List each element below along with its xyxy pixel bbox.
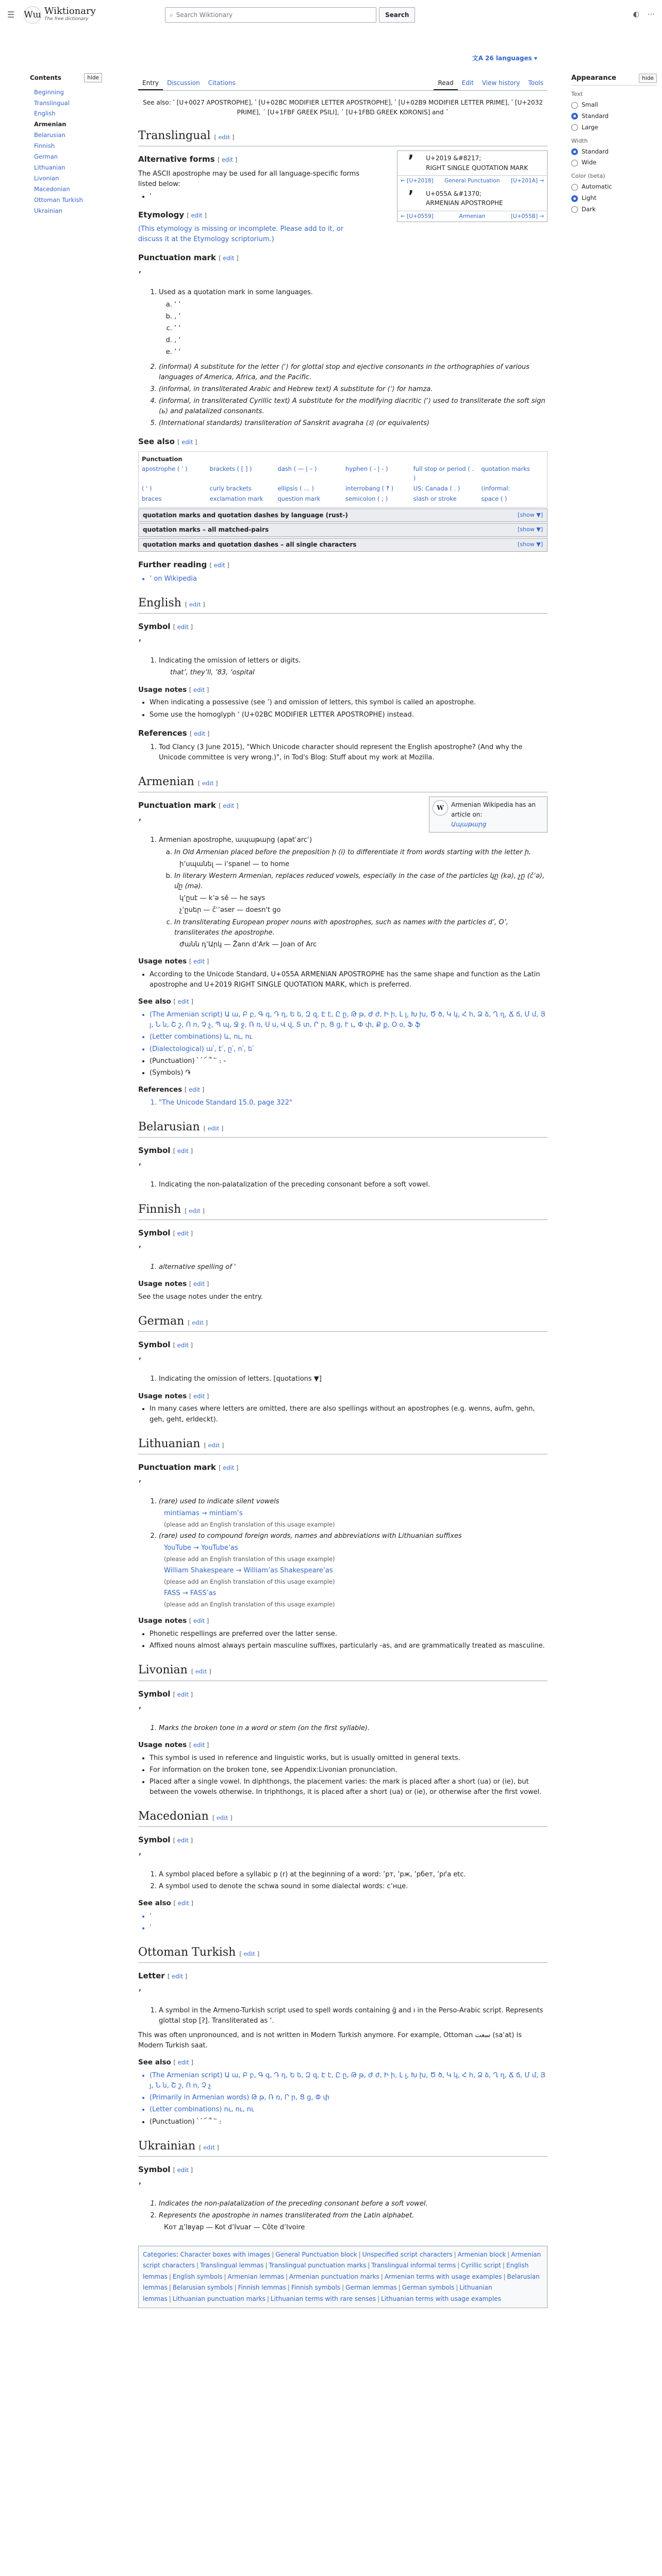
- section-heading: Usage notes [ edit ]: [138, 1280, 209, 1289]
- section-heading: See also [ edit ]: [138, 2058, 193, 2067]
- section-heading: Usage notes [ edit ]: [138, 685, 209, 694]
- category-link[interactable]: Lithuanian terms with usage examples: [381, 2295, 501, 2302]
- category-separator: |: [358, 2250, 361, 2258]
- site-logo[interactable]: [24, 6, 127, 24]
- category-link[interactable]: Lithuanian terms with rare senses: [270, 2295, 376, 2302]
- toc-item[interactable]: Finnish: [34, 142, 55, 150]
- section-heading: Punctuation mark [ edit ]: [138, 801, 239, 810]
- edit-link[interactable]: edit: [177, 623, 189, 631]
- translate-icon: 文A: [472, 55, 486, 62]
- section-heading: Usage notes [ edit ]: [138, 957, 209, 966]
- edit-link[interactable]: edit: [177, 1837, 189, 1844]
- color-label: Color (beta): [571, 173, 605, 180]
- category-separator: |: [456, 2284, 458, 2292]
- edit-link[interactable]: edit: [223, 802, 235, 810]
- section-macedonian: Macedonian [ edit ]: [138, 1808, 548, 1827]
- section-german: German [ edit ]: [138, 1313, 548, 1332]
- category-link[interactable]: Lithuanian punctuation marks: [172, 2295, 266, 2302]
- toc-title: Contents: [30, 74, 61, 81]
- edit-link[interactable]: edit: [202, 779, 214, 787]
- section-heading: Symbol [ edit ]: [138, 622, 193, 631]
- text-size-label: Text: [571, 91, 583, 98]
- navbox-quotation-marks-single[interactable]: quotation marks and quotation dashes – all single characters [show ▼]: [138, 538, 548, 552]
- category-link[interactable]: Belarusian symbols: [172, 2284, 233, 2292]
- category-link[interactable]: Character boxes with images: [180, 2250, 271, 2258]
- sense-list: 1. Used as a quotation mark in some languages. a. ‘ ’ b. ‚ ’ c. ’ ’ d. ‚ ‘ e. ’ ‘ 2. (informal) A substitute for the letter ⟨ʼ⟩ for glottal stop and ejective consonants in the orthographies of various languages of America, Africa, and the Pacific. 3. (informal, in transliterated Arabic and Hebrew text) A substitute for ⟨ʾ⟩ for hamza. 4. (informal, in transliterated Cyrillic text) A substitute for the modifying diacritic ⟨ʼ⟩ used to transliterate the soft sign ⟨ь⟩ and palatalized consonants. 5. (International standards) transliteration of Sanskrit avagraha ⟨ऽ⟩ (or equivalents): [159, 287, 548, 429]
- heading-punctuation-mark: Punctuation mark [ edit ]: [138, 253, 239, 263]
- width-wide[interactable]: Wide: [571, 158, 657, 167]
- headword: ՚: [138, 816, 142, 829]
- logo-icon: Wɯ: [24, 6, 41, 24]
- headword: ’: [138, 2180, 142, 2193]
- section-armenian: Armenian [ edit ]: [138, 773, 548, 792]
- edit-link[interactable]: edit: [195, 1668, 207, 1675]
- tab-edit[interactable]: Edit: [461, 79, 474, 87]
- edit-link[interactable]: edit: [177, 1690, 189, 1698]
- headword: ’: [138, 1161, 142, 1174]
- category-link[interactable]: Unspecified script characters: [362, 2250, 453, 2258]
- headword: ’: [138, 1851, 142, 1863]
- category-separator: |: [224, 2273, 226, 2280]
- edit-link[interactable]: edit: [177, 1342, 189, 1349]
- category-separator: |: [287, 2284, 290, 2292]
- category-separator: |: [265, 2262, 268, 2269]
- section-heading: Symbol [ edit ]: [138, 1146, 193, 1156]
- category-link[interactable]: Finnish lemmas: [238, 2284, 286, 2292]
- wikipedia-article-link[interactable]: Ապաթարց: [451, 820, 487, 828]
- infobox-block-2[interactable]: Armenian: [459, 213, 486, 219]
- category-separator: |: [380, 2273, 383, 2280]
- color-automatic[interactable]: Automatic: [571, 182, 657, 192]
- heading-see-also: See also [ edit ]: [138, 437, 197, 447]
- category-link[interactable]: Translingual punctuation marks: [269, 2262, 367, 2269]
- user-menu-icon[interactable]: ⋯: [648, 10, 655, 19]
- section-heading: Symbol [ edit ]: [138, 2164, 193, 2174]
- heading-etymology: Etymology [ edit ]: [138, 210, 207, 219]
- appearance-title: Appearance: [571, 74, 617, 82]
- category-separator: |: [342, 2284, 344, 2292]
- category-separator: |: [272, 2250, 274, 2258]
- category-link[interactable]: German symbols: [402, 2284, 455, 2292]
- edit-link[interactable]: edit: [192, 1319, 204, 1327]
- section-heading: Symbol [ edit ]: [138, 1340, 193, 1350]
- section-finnish: Finnish [ edit ]: [138, 1201, 548, 1220]
- toc-item[interactable]: English: [34, 110, 56, 117]
- edit-link[interactable]: edit: [193, 1392, 205, 1400]
- infobox-prev-2[interactable]: ← [U+0559]: [401, 213, 434, 219]
- heading-alternative-forms: Alternative forms [ edit ]: [138, 155, 238, 164]
- category-separator: |: [457, 2262, 460, 2269]
- infobox-next-2[interactable]: [U+055B] →: [510, 213, 544, 219]
- section-heading: Symbol [ edit ]: [138, 1228, 193, 1238]
- text-size-small[interactable]: Small: [571, 100, 657, 110]
- section-ukrainian: Ukrainian [ edit ]: [138, 2138, 548, 2157]
- category-link[interactable]: Translingual informal terms: [371, 2262, 456, 2269]
- edit-link[interactable]: edit: [172, 1973, 184, 1980]
- punctuation-table: Punctuation apostrophe ( ’ ) brackets ( [ ] ) dash ( — | – ) hyphen ( - | ‐ ) full stop or period ( . ) quotation marks ( ' ) curly brackets ellipsis ( … ) interrobang ( ‽ ) US: Canada ( . ) (informal: braces exclamation mark question mark semicolon ( ; ) slash or stroke space ( ): [138, 451, 548, 507]
- headword: ’: [138, 1987, 142, 1999]
- edit-link[interactable]: edit: [177, 1147, 189, 1155]
- infobox-next[interactable]: [U+201A] →: [510, 178, 544, 184]
- category-separator: |: [267, 2295, 269, 2302]
- category-link[interactable]: Armenian script characters: [143, 2250, 541, 2269]
- wikipedia-icon: W: [433, 800, 448, 816]
- edit-link[interactable]: edit: [207, 1125, 220, 1132]
- section-english: English [ edit ]: [138, 595, 548, 614]
- headword: ’: [138, 1355, 142, 1368]
- section-heading: Usage notes [ edit ]: [138, 1392, 209, 1400]
- text-size-large[interactable]: Large: [571, 123, 657, 132]
- category-link[interactable]: Belarusian lemmas: [143, 2273, 540, 2292]
- width-standard[interactable]: Standard: [571, 147, 657, 157]
- headword: ’: [138, 1243, 142, 1256]
- categories-label[interactable]: Categories: [143, 2250, 176, 2258]
- wikipedia-box: W Armenian Wikipedia has an article on: Ապաթարց: [429, 796, 548, 833]
- section-heading: References [ edit ]: [138, 728, 210, 738]
- section-heading: Usage notes [ edit ]: [138, 1740, 209, 1749]
- section-heading: Punctuation mark [ edit ]: [138, 1462, 239, 1472]
- tab-entry[interactable]: Entry: [138, 76, 163, 90]
- search-icon: ⌕: [170, 11, 173, 19]
- edit-link[interactable]: edit: [216, 1814, 228, 1822]
- category-link[interactable]: English lemmas: [143, 2262, 529, 2280]
- toc-item[interactable]: Macedonian: [34, 185, 70, 193]
- headword: ’: [138, 637, 142, 650]
- section-ottoman-turkish: Ottoman Turkish [ edit ]: [138, 1944, 548, 1963]
- section-heading: References [ edit ]: [138, 1085, 205, 1094]
- top-see-also: See also: ʹ [U+0027 APOSTROPHE], ʹ [U+02BC MODIFIER LETTER APOSTROPHE], ʹ [U+02B9 MODIFIER LETTER PRIME], ʹ [U+2032 PRIME], ˊ [U+1FBF GREEK PSILI], ᾿ [U+1FBD GREEK KORONIS] and ᾿: [143, 99, 543, 116]
- toc-item[interactable]: Ottoman Turkish: [34, 196, 83, 204]
- edit-link[interactable]: edit: [218, 133, 230, 141]
- toc-item[interactable]: Beginning: [34, 88, 64, 96]
- toc-item[interactable]: Livonian: [34, 175, 59, 182]
- edit-link[interactable]: edit: [213, 561, 225, 569]
- edit-link[interactable]: edit: [181, 438, 193, 446]
- section-heading: See also [ edit ]: [138, 1899, 193, 1907]
- category-link[interactable]: Lithuanian lemmas: [143, 2284, 492, 2302]
- site-name: Wiktionary: [44, 5, 96, 16]
- table-of-contents: [30, 73, 102, 216]
- appearance-panel: [571, 73, 657, 216]
- tab-citations[interactable]: Citations: [208, 79, 236, 87]
- toc-item[interactable]: Ukrainian: [34, 207, 62, 214]
- color-light[interactable]: Light: [571, 194, 657, 203]
- category-separator: |: [234, 2284, 237, 2292]
- headword: ’: [138, 1478, 142, 1491]
- section-heading: See also [ edit ]: [138, 997, 193, 1006]
- category-separator: |: [196, 2262, 199, 2269]
- category-link[interactable]: English symbols: [172, 2273, 223, 2280]
- category-separator: |: [503, 2273, 506, 2280]
- edit-link[interactable]: edit: [193, 958, 205, 965]
- categories-box: Categories: Character boxes with images | General Punctuation block | Unspecified script characters | Armenian block | Armenian script characters | Translingual lemmas | Translingual punctuation marks | Translingual informal terms | Cyrillic script | English lemmas | English symbols | Armenian lemmas | Armenian punctuation marks | Armenian terms with usage examples | Belarusian lemmas | Belarusian symbols | Finnish lemmas | Finnish symbols | German lemmas | German symbols | Lithuanian lemmas | Lithuanian punctuation marks | Lithuanian terms with rare senses | Lithuanian terms with usage examples: [138, 2246, 548, 2309]
- section-livonian: Livonian [ edit ]: [138, 1662, 548, 1681]
- hamburger-menu-icon[interactable]: ☰: [7, 9, 15, 20]
- toc-item-active[interactable]: Armenian: [34, 121, 67, 128]
- edit-link[interactable]: edit: [243, 1950, 255, 1958]
- edit-link[interactable]: edit: [193, 686, 205, 693]
- category-separator: |: [169, 2284, 171, 2292]
- alt-form-item[interactable]: • ': [150, 192, 548, 202]
- tab-tools[interactable]: Tools: [528, 79, 543, 87]
- edit-link[interactable]: edit: [177, 1900, 189, 1907]
- alt-forms-text: The ASCII apostrophe may be used for all language-specific forms listed below:: [138, 170, 360, 188]
- infobox-glyph-2: ՚: [408, 187, 414, 206]
- toc-item[interactable]: German: [34, 153, 58, 161]
- category-separator: |: [454, 2250, 456, 2258]
- tab-read[interactable]: Read: [434, 76, 457, 90]
- heading-further-reading: Further reading [ edit ]: [138, 560, 229, 569]
- site-tagline: The free dictionary: [44, 16, 89, 22]
- section-belarusian: Belarusian [ edit ]: [138, 1118, 548, 1138]
- search-button[interactable]: Search: [379, 7, 415, 23]
- edit-link[interactable]: edit: [223, 1464, 235, 1471]
- edit-link[interactable]: edit: [193, 1280, 205, 1288]
- category-separator: |: [368, 2262, 370, 2269]
- edit-link[interactable]: edit: [177, 2059, 189, 2066]
- category-link[interactable]: German lemmas: [345, 2284, 397, 2292]
- site-header: [0, 0, 662, 30]
- reference: 1. Tod Clancy (3 June 2015), "Which Unicode character should represent the English apostrophe? (And why the Unicode committee is very wrong.)", in Tod's Blog: Stuff about my work at Mozilla.: [159, 742, 548, 763]
- edit-link[interactable]: edit: [177, 1229, 189, 1237]
- toc-item[interactable]: Lithuanian: [34, 164, 65, 172]
- edit-link[interactable]: edit: [221, 156, 234, 164]
- section-heading: Usage notes [ edit ]: [138, 1617, 209, 1625]
- category-separator: |: [398, 2284, 401, 2292]
- category-separator: |: [507, 2250, 510, 2258]
- category-link[interactable]: Finnish symbols: [291, 2284, 341, 2292]
- category-separator: |: [502, 2262, 505, 2269]
- etymology-text[interactable]: (This etymology is missing or incomplete. Please add to it, or discuss it at the Etymology scriptorium.): [138, 225, 344, 244]
- width-label: Width: [571, 137, 588, 144]
- search-placeholder: Search Wiktionary: [176, 11, 233, 19]
- navbox-quotation-marks-pairs[interactable]: quotation marks – all matched-pairs [show ▼]: [138, 523, 548, 537]
- tab-discussion[interactable]: Discussion: [167, 79, 200, 87]
- toc-item[interactable]: Translingual: [34, 99, 70, 107]
- section-heading: Letter [ edit ]: [138, 1971, 188, 1981]
- page-tabs: [138, 76, 548, 91]
- toc-hide-button[interactable]: hide: [84, 73, 102, 82]
- edit-link[interactable]: edit: [223, 255, 235, 262]
- section-translingual: Translingual [ edit ]: [138, 127, 548, 146]
- category-link[interactable]: Cyrillic script: [461, 2262, 501, 2269]
- infobox-prev[interactable]: ← [U+2018]: [401, 178, 434, 184]
- section-heading: Symbol [ edit ]: [138, 1689, 193, 1699]
- tab-history[interactable]: View history: [482, 79, 520, 87]
- wikipedia-link[interactable]: • ’ on Wikipedia: [150, 574, 548, 584]
- edit-link[interactable]: edit: [193, 1617, 205, 1625]
- category-link[interactable]: Armenian block: [457, 2250, 506, 2258]
- main-content: See also: ʹ [U+0027 APOSTROPHE], ʹ [U+02BC MODIFIER LETTER APOSTROPHE], ʹ [U+02B9 MODIFIER LETTER PRIME], ʹ [U+2032 PRIME], ˊ [U+1FBF GREEK PSILI], ᾿ [U+1FBD GREEK KORONIS] and ᾿ Translingual [ edit ] ’ U+2019 &#8217; RIGHT SINGLE QUOTATION MARK ← [U+2018] General Punctuation [U+201A] → ՚ U+055A &#1370; ARMENIAN APOSTROPHE ← [U+0559] Armenian [U+055B] → Alternative forms [ edit ] The ASCII apostrophe may be used for all language-specific forms listed below: • ' Etymology [ edit ] (This etymology is missing or incomplete. Please add to it, or discuss it at the Etymology scriptorium.) Punctuation mark [ edit ] ’ 1. Used as a quotation mark in some languages. a. ‘ ’ b. ‚ ’ c. ’ ’ d. ‚ ‘ e. ’ ‘ 2. (informal) A substitute for the letter ⟨ʼ⟩ for glottal stop and ejective consonants in the orthographies of various languages of America, Africa, and the Pacific. 3. (informal, in transliterated Arabic and Hebrew text) A substitute for ⟨ʾ⟩ for hamza. 4. (informal, in transliterated Cyrillic text) A substitute for the modifying diacritic ⟨ʼ⟩ used to transliterate the soft sign ⟨ь⟩ and palatalized consonants. 5. (International standards) transliteration of Sanskrit avagraha ⟨ऽ⟩ (or equivalents) See also [ edit ] Punctuation apostrophe ( ’ ) brackets ( [ ] ) dash ( — | – ) hyphen ( - | ‐ ) full stop or period ( . ) quotation marks ( ' ) curly brackets ellipsis ( … ) interrobang ( ‽ ) US: Canada ( . ) (informal: braces exclamation mark question mark semicolon ( ; ) slash or stroke space ( ) quotation marks and quotation dashes by language (rust-) [show ▼] quotation marks – all matched-pairs [show ▼] quotation marks and quotation dashes – all single characters [show ▼] Further reading [ edit ] • ’ on Wikipedia English [ edit ] Symbol [ edit ] ’ 1. Indicating the omission of letters or digits. that’, they’ll, ’83, ’ospital Usage notes [ edit ] • When indicating a possessive (see ’) and omission of letters, this symbol is called an apostrophe. • Some use the homoglyph ʼ (U+02BC MODIFIER LETTER APOSTROPHE) instead. References [ edit ] 1. Tod Clancy (3 June 2015), "Which Unicode character should represent the English apostrophe? (And why the Unicode committee is very wrong.)", in Tod's Blog: Stuff about my work at Mozilla. Armenian [ edit ] W Armenian Wikipedia has an article on: Ապաթարց Punctuation mark [ edit ] ՚ 1. Armenian apostrophe, ապաթարց (apatʿarcʿ) a. In Old Armenian placed before the preposition ի (i) to differentiate it from words starting with the letter ի. ի՚սպանել — i՚spanel — to home b. In literary Western Armenian, replaces reduced vowels, especially in the case of the particles կը (kə), չը (čʿə), մը (mə). կ՚ըսէ — k՚ə sē — he says չ՚ըսեր — čʿ՚əser — doesn't go c. In transliterating European proper nouns with apostrophes, such as names with the particles d’, O’, transliterates the apostrophe. Ժանն դ՚Արկ — Žann d՚Ark — Joan of Arc Usage notes [ edit ] • According to the Unicode Standard, U+055A ARMENIAN APOSTROPHE has the same shape and function as the Latin apostrophe and U+2019 RIGHT SINGLE QUOTATION MARK, which is preferred. See also [ edit ] • (The Armenian script) Ա ա, Բ բ, Գ գ, Դ դ, Ե ե, Զ զ, Է է, Ը ը, Թ թ, Ժ ժ, Ի ի, Լ լ, Խ խ, Ծ ծ, Կ կ, Հ հ, Ձ ձ, Ղ ղ, Ճ ճ, Մ մ, Յ յ, Ն ն, Շ շ, Ո ո, Չ չ, Պ պ, Ջ ջ, Ռ ռ, Ս ս, Վ վ, Տ տ, Ր ր, Ց ց, Ւ ւ, Փ փ, Ք ք, Օ օ, Ֆ ֆ • (Letter combinations) և, ու, ու • (Dialectological) ա՛, է՛, ը՛, ո՛, ե՛ • (Punctuation) ՝ ՛ ՜ ՞ ՟ ։ ֊ • (Symbols) ֏ References [ edit ] 1. "The Unicode Standard 15.0, page 322" Belarusian [ edit ] Symbol [ edit ] ’ 1. Indicating the non-palatalization of the preceding consonant before a soft vowel. Finnish [ edit ] Symbol [ edit ] ’ 1. alternative spelling of ' Usage notes [ edit ] See the usage notes under the entry. German [ edit ] Symbol [ edit ] ’ 1. Indicating the omission of letters. [quotations ▼] Usage notes [ edit ] • In many cases where letters are omitted, there are also spellings without an apostrophes (e.g. wenns, aufm, gehn, geh, geht, erldeckt). Lithuanian [ edit ] Punctuation mark [ edit ] ’ 1. (rare) used to indicate silent vowels mintiamas → mintiam’s (please add an English translation of this usage example) 2. (rare) used to compound foreign words, names and abbreviations with Lithuanian suffixes YouTube → YouTube’as (please add an English translation of this usage example) William Shakespeare → William’as Shakespeare’as (please add an English translation of this usage example) FASS → FASS’as (please add an English translation of this usage example) Usage notes [ edit ] • Phonetic respellings are preferred over the latter sense. • Affixed nouns almost always pertain masculine suffixes, particularly -as, and are grammatically treated as masculine. Livonian [ edit ] Symbol [ edit ] ’ 1. Marks the broken tone in a word or stem (on the first syllable). Usage notes [ edit ] • This symbol is used in reference and linguistic works, but is usually omitted in general texts. • For information on the broken tone, see Appendix:Livonian pronunciation. • Placed after a single vowel. In diphthongs, the placement varies: the mark is placed after a short (ua) or (ie), but between the vowels otherwise. In triphthongs, it is placed after a short (ua) or (ie), or otherwise after the first vowel. Macedonian [ edit ] Symbol [ edit ] ’ 1. A symbol placed before a syllabic р (r) at the beginning of a word: ’рт, ’рж, ’рбет, ’рѓа etc. 2. A symbol used to denote the schwa sound in some dialectal words: сʼнце. See also [ edit ] • ʼ • ʹ Ottoman Turkish [ edit ] Letter [ edit ] ’ 1. A symbol in the Armeno-Turkish script used to spell words containing ğ and ı in the Perso-Arabic script. Represents glottal stop [ʔ]. Transliterated as ʼ. This was often unpronounced, and is not written in Modern Turkish anymore. For example, Ottoman سعت (saʿat) is Modern Turkish saat. See also [ edit ] • (The Armenian script) Ա ա, Բ բ, Գ գ, Դ դ, Ե ե, Զ զ, Է է, Ը ը, Թ թ, Ժ ժ, Ի ի, Լ լ, Խ խ, Ծ ծ, Կ կ, Հ հ, Ձ ձ, Ղ ղ, Ճ ճ, Մ մ, Յ յ, Ն ն, Շ շ, Ո ո, Չ չ • (Primarily in Armenian words) Թ թ, Ռ ռ, Ր ր, Ց ց, Փ փ • (Letter combinations) ու, ու, ու • (Punctuation) ՝ ՛ ՜ ՞ ՟ ։ Ukrainian [ edit ] Symbol [ edit ] ’ 1. Indicates the non-palatalization of the preceding consonant before a soft vowel. 2. Represents the apostrophe in names transliterated from the Latin alphabet. Кот д’Івуар — Kot d’Ivuar — Côte d’Ivoire Categories: Character boxes with images | General Punctuation block | Unspecified script characters | Armenian block | Armenian script characters | Translingual lemmas | Translingual punctuation marks | Translingual informal terms | Cyrillic script | English lemmas | English symbols | Armenian lemmas | Armenian punctuation marks | Armenian terms with usage examples | Belarusian lemmas | Belarusian symbols | Finnish lemmas | Finnish symbols | German lemmas | German symbols | Lithuanian lemmas | Lithuanian punctuation marks | Lithuanian terms with rare senses | Lithuanian terms with usage examples: [138, 98, 548, 2308]
- infobox-block[interactable]: General Punctuation: [444, 178, 500, 184]
- edit-link[interactable]: edit: [189, 1086, 201, 1093]
- navbox-quotation-marks-by-language[interactable]: quotation marks and quotation dashes by language (rust-) [show ▼]: [138, 509, 548, 522]
- category-link[interactable]: Armenian terms with usage examples: [384, 2273, 502, 2280]
- edit-link[interactable]: edit: [194, 730, 206, 737]
- category-link[interactable]: Armenian lemmas: [227, 2273, 284, 2280]
- language-button[interactable]: 文A 26 languages ▾: [472, 55, 537, 62]
- headword: ’: [138, 268, 142, 281]
- category-link[interactable]: Translingual lemmas: [200, 2262, 264, 2269]
- edit-link[interactable]: edit: [191, 211, 203, 219]
- search-input[interactable]: [165, 7, 376, 23]
- category-separator: |: [285, 2273, 288, 2280]
- character-infobox: ’ U+2019 &#8217; RIGHT SINGLE QUOTATION MARK ← [U+2018] General Punctuation [U+201A] → ՚ U+055A &#1370; ARMENIAN APOSTROPHE ← [U+0559] Armenian [U+055B] →: [397, 150, 548, 222]
- section-heading: Symbol [ edit ]: [138, 1835, 193, 1845]
- edit-link[interactable]: edit: [203, 2143, 215, 2151]
- edit-link[interactable]: edit: [177, 2166, 189, 2174]
- infobox-glyph: ’: [408, 152, 414, 171]
- chevron-down-icon: ▾: [532, 55, 537, 62]
- appearance-hide-button[interactable]: hide: [639, 74, 657, 83]
- category-separator: |: [169, 2273, 171, 2280]
- edit-link[interactable]: edit: [208, 1441, 220, 1449]
- section-lithuanian: Lithuanian [ edit ]: [138, 1435, 548, 1454]
- category-link[interactable]: General Punctuation block: [275, 2250, 357, 2258]
- color-dark[interactable]: Dark: [571, 205, 657, 214]
- category-link[interactable]: Armenian punctuation marks: [289, 2273, 379, 2280]
- edit-link[interactable]: edit: [189, 600, 201, 608]
- edit-link[interactable]: edit: [193, 1741, 205, 1749]
- headword: ’: [138, 1704, 142, 1717]
- edit-link[interactable]: edit: [189, 1207, 201, 1214]
- category-separator: |: [169, 2295, 171, 2302]
- edit-link[interactable]: edit: [177, 998, 189, 1006]
- appearance-icon[interactable]: ◐: [633, 10, 639, 19]
- toc-item[interactable]: Belarusian: [34, 131, 65, 139]
- category-separator: |: [377, 2295, 380, 2302]
- text-size-standard[interactable]: Standard: [571, 112, 657, 121]
